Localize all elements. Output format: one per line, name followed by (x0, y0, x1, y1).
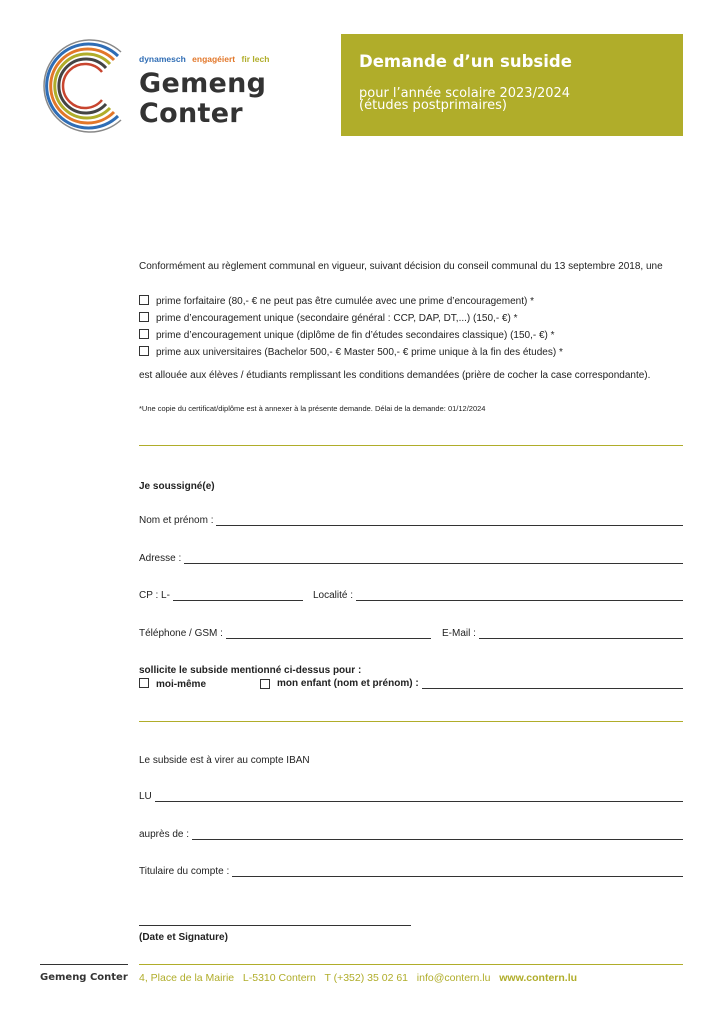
footer-address: 4, Place de la Mairie (139, 972, 235, 984)
email-label: E-Mail : (442, 628, 476, 639)
footer-rule (139, 964, 683, 965)
child-checkbox[interactable] (260, 679, 270, 689)
footer-website[interactable]: www.contern.lu (499, 972, 578, 984)
form-subtitle-line2: (études postprimaires) (359, 98, 507, 113)
allocation-text: est allouée aux élèves / étudiants remplissant les conditions demandées (prière de cocher la case correspondante). (139, 370, 651, 381)
phone-input-line[interactable] (226, 629, 431, 639)
tagline-word-1: dynamesch (139, 54, 186, 64)
child-option[interactable] (260, 678, 683, 689)
section-divider (139, 721, 683, 722)
footer-phone: T (+352) 35 02 61 (324, 972, 409, 984)
bank-input-line[interactable] (192, 830, 683, 840)
bank-field[interactable] (139, 829, 683, 840)
address-field[interactable] (139, 553, 683, 564)
option-checkbox[interactable] (139, 312, 149, 322)
option-label: prime forfaitaire (80,- € ne peut pas être cumulée avec une prime d’encouragement) * (156, 296, 534, 307)
locality-label: Localité : (313, 590, 354, 601)
form-title-box (341, 34, 683, 136)
postal-code-label: CP : L- (139, 590, 170, 601)
postal-code-input-line[interactable] (173, 591, 303, 601)
option-checkbox[interactable] (139, 346, 149, 356)
annex-note: *Une copie du certificat/diplôme est à annexer à la présente demande. Délai de la demande: 01/12/2024 (139, 404, 486, 413)
form-subtitle-line1: pour l’année scolaire 2023/2024 (359, 86, 571, 101)
form-title: Demande d’un subside (359, 52, 572, 71)
postal-code-field[interactable] (139, 590, 303, 601)
name-input-line[interactable] (216, 516, 683, 526)
account-holder-label: Titulaire du compte : (139, 866, 230, 877)
option-label: prime d’encouragement unique (diplôme de fin d’études secondaires classique) (150,- €) * (156, 330, 555, 341)
option-checkbox[interactable] (139, 329, 149, 339)
name-field[interactable] (139, 515, 683, 526)
signature-label: (Date et Signature) (139, 932, 228, 943)
self-option-label: moi-même (156, 679, 207, 690)
iban-intro: Le subside est à virer au compte IBAN (139, 755, 310, 766)
tagline-word-2: engagéiert (192, 54, 236, 64)
locality-field[interactable] (313, 590, 683, 601)
brand-name-line1: Gemeng (139, 68, 267, 99)
option-checkbox[interactable] (139, 295, 149, 305)
tagline-word-3: fir Iech (241, 54, 270, 64)
account-holder-field[interactable] (139, 866, 683, 877)
self-checkbox[interactable] (139, 678, 149, 688)
address-input-line[interactable] (184, 554, 683, 564)
option-row[interactable] (139, 295, 534, 308)
brand-name-line2: Conter (139, 98, 243, 129)
logo-tagline (139, 54, 273, 64)
phone-label: Téléphone / GSM : (139, 628, 223, 639)
email-field[interactable] (442, 628, 683, 639)
phone-field[interactable] (139, 628, 431, 639)
option-label: prime d’encouragement unique (secondaire général : CCP, DAP, DT,...) (150,- €) * (156, 313, 518, 324)
bank-label: auprès de : (139, 829, 190, 840)
signature-line[interactable] (139, 925, 411, 926)
footer-contact (139, 972, 577, 984)
option-label: prime aux universitaires (Bachelor 500,- € Master 500,- € prime unique à la fin des études) * (156, 347, 563, 358)
footer-rule-dark (40, 964, 128, 965)
option-row[interactable] (139, 329, 555, 342)
email-input-line[interactable] (479, 629, 683, 639)
iban-prefix: LU (139, 791, 152, 802)
footer-brand: Gemeng Conter (40, 972, 128, 983)
iban-field[interactable] (139, 791, 683, 802)
option-row[interactable] (139, 312, 517, 325)
child-name-input-line[interactable] (422, 679, 683, 689)
account-holder-input-line[interactable] (232, 867, 683, 877)
intro-text: Conformément au règlement communal en vigueur, suivant décision du conseil communal du 13 septembre 2018, une (139, 261, 663, 272)
child-option-label: mon enfant (nom et prénom) : (277, 678, 419, 689)
option-row[interactable] (139, 346, 563, 359)
iban-input-line[interactable] (155, 792, 683, 802)
self-option[interactable] (139, 678, 206, 691)
request-text: sollicite le subside mentionné ci-dessus pour : (139, 665, 362, 676)
form-subtitle (359, 88, 570, 112)
name-label: Nom et prénom : (139, 515, 214, 526)
applicant-heading: Je soussigné(e) (139, 481, 215, 492)
footer-postal: L-5310 Contern (242, 972, 316, 984)
locality-input-line[interactable] (356, 591, 683, 601)
gemeng-conter-logo-icon (30, 34, 134, 138)
section-divider (139, 445, 683, 446)
address-label: Adresse : (139, 553, 182, 564)
footer-email[interactable]: info@contern.lu (416, 972, 491, 984)
